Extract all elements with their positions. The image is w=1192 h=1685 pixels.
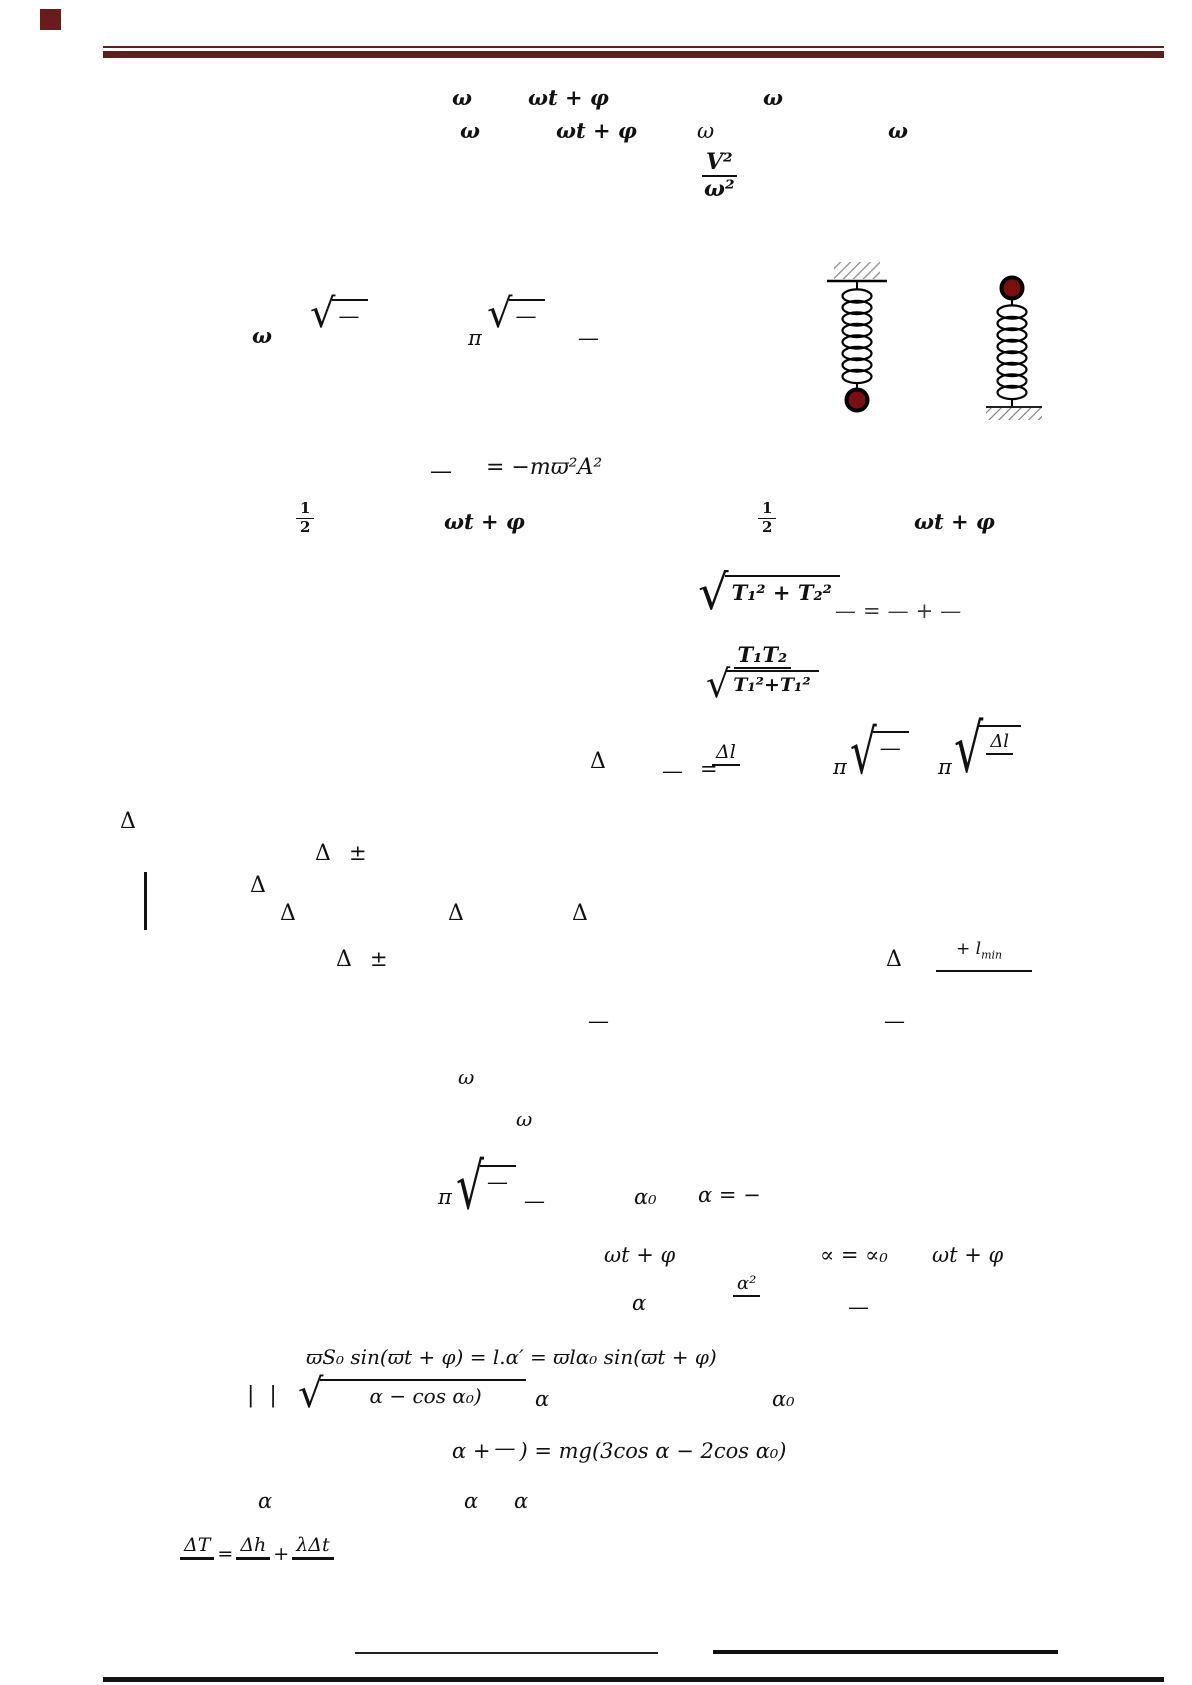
phase-expression: ωt + φ: [528, 85, 609, 110]
radical-content: —: [873, 731, 909, 760]
equation-prefix: α +: [452, 1439, 491, 1463]
radical-sign: √: [954, 708, 984, 788]
delta-symbol: Δ: [120, 809, 136, 834]
one-half-fraction: [758, 500, 776, 536]
fraction-denominator: 2: [762, 517, 773, 536]
fraction-numerator: 1: [758, 501, 776, 519]
plus-sign: +: [915, 599, 934, 623]
radical-content: T₁²+T₁²: [726, 670, 818, 696]
pi-symbol: π: [938, 755, 952, 779]
omega-symbol: ω: [888, 118, 908, 143]
mass-ball: [1002, 278, 1023, 299]
delta-symbol: Δ: [886, 947, 902, 972]
ceiling-hatch: [834, 262, 880, 279]
double-bar-symbol: | |: [247, 1383, 281, 1408]
spring-mass-diagram-hanging: [816, 256, 898, 414]
omega-symbol: ω: [460, 118, 480, 143]
top-border-thick-line: [103, 51, 1164, 58]
dash-placeholder: —: [835, 599, 856, 623]
delta-symbol: Δ: [280, 901, 296, 926]
l-min-label: [956, 940, 1002, 961]
radical-content: —: [332, 299, 368, 328]
energy-amplitude-expression: = −mϖ²A²: [486, 455, 603, 480]
radical-sign: √: [850, 716, 877, 788]
period-sum-radical: [698, 565, 840, 621]
fraction-numerator: Δh: [236, 1536, 270, 1560]
delta-symbol: Δ: [572, 901, 588, 926]
empty-fraction-equation: [835, 600, 961, 623]
radical-content: —: [509, 299, 545, 328]
one-half-fraction: [296, 500, 314, 536]
delta-symbol: Δ: [336, 947, 352, 972]
angular-velocity-equation: ϖS₀ sin(ϖt + φ) = l.α′ = ϖlα₀ sin(ϖt + φ): [306, 1345, 717, 1369]
pi-symbol: π: [468, 326, 482, 350]
l-min-fraction-bar: [936, 970, 1032, 972]
omega-symbol: ω: [458, 1065, 475, 1089]
dash-placeholder: —: [430, 459, 452, 484]
radical-empty-fraction: [850, 716, 909, 788]
period-product-fraction: [706, 642, 819, 707]
delta-symbol: Δ: [315, 841, 331, 866]
fraction-denominator: 2: [300, 517, 311, 536]
radical-content: α − cos α₀): [320, 1379, 526, 1407]
spring-coil: [998, 305, 1027, 399]
radical-sign: √: [698, 565, 729, 621]
fraction-numerator: Δl: [986, 733, 1013, 755]
spring-mass-diagram-standing: [970, 260, 1054, 426]
l-min-text: + l: [956, 939, 982, 959]
pi-symbol: π: [833, 755, 847, 779]
alpha-symbol: α: [514, 1489, 529, 1513]
radical-sign: √: [706, 662, 731, 707]
alpha-zero-symbol: α₀: [634, 1185, 657, 1209]
alpha-equation: α = −: [698, 1183, 761, 1207]
omega-symbol: ω: [697, 119, 715, 143]
velocity-radical: [298, 1371, 526, 1417]
delta-l-fraction: [712, 742, 740, 777]
spring-coil: [843, 289, 872, 383]
radical-sign: √: [456, 1150, 485, 1225]
delta-symbol: Δ: [448, 901, 464, 926]
dash-placeholder: —: [940, 599, 962, 623]
dash-placeholder: —: [524, 1189, 545, 1213]
phase-expression: ωt + φ: [444, 509, 525, 534]
fraction-numerator: Δl: [712, 743, 740, 766]
omega-symbol: ω: [452, 85, 472, 110]
bottom-thin-rule: [355, 1652, 658, 1654]
fraction-numerator: T₁T₂: [734, 644, 792, 669]
fraction-numerator: 1: [296, 501, 314, 519]
vertical-bar: [144, 872, 147, 930]
empty-fraction-dash: —: [494, 1436, 516, 1460]
equals-sign: =: [863, 599, 881, 623]
top-border-thin-line: [103, 46, 1164, 48]
dash-placeholder: —: [884, 1009, 905, 1033]
fraction-numerator: V²: [702, 151, 737, 177]
clock-correction-equation: [180, 1535, 334, 1571]
radical-empty-fraction: [456, 1150, 516, 1225]
radical-content: —: [480, 1165, 516, 1194]
alpha-symbol: α: [464, 1489, 479, 1513]
radical-content: [979, 725, 1021, 766]
radical-delta-l-fraction: [954, 708, 1021, 788]
red-marker-square: [40, 9, 61, 30]
l-min-subscript: min: [981, 948, 1003, 962]
dash-placeholder: —: [887, 599, 909, 623]
radical-sign: √: [487, 291, 513, 337]
dash-placeholder: —: [588, 1009, 609, 1033]
dash-placeholder: —: [662, 759, 683, 783]
radical-empty-fraction: [310, 291, 368, 337]
fraction-denominator: ω²: [704, 176, 735, 203]
bottom-thick-rule: [713, 1650, 1058, 1654]
tension-equation: [452, 1436, 787, 1463]
omega-symbol: ω: [763, 85, 783, 110]
alpha-symbol: α: [535, 1387, 550, 1411]
ground-hatch: [986, 408, 1042, 420]
plus-minus-sign: ±: [349, 841, 367, 865]
mass-ball: [847, 390, 868, 411]
equals-sign: =: [700, 757, 718, 781]
fraction-numerator: λΔt: [292, 1536, 333, 1560]
radical-empty-fraction: [487, 291, 545, 337]
omega-symbol: ω: [252, 323, 272, 348]
phase-expression: ωt + φ: [932, 1243, 1004, 1267]
bottom-border-line: [103, 1677, 1164, 1682]
fraction-numerator: α²: [733, 1275, 760, 1297]
equals-sign: =: [217, 1543, 234, 1566]
dash-placeholder: —: [848, 1295, 869, 1319]
plus-sign: +: [273, 1543, 290, 1566]
alpha-zero-symbol: α₀: [772, 1387, 795, 1411]
alpha-symbol: α: [258, 1489, 273, 1513]
radical-sign: √: [310, 291, 336, 337]
phase-expression: ωt + φ: [556, 118, 637, 143]
alpha-symbol: α: [632, 1291, 647, 1315]
alpha-squared-fraction: [733, 1274, 760, 1308]
dash-placeholder: —: [578, 326, 599, 350]
pi-symbol: π: [438, 1185, 452, 1209]
phase-expression: ωt + φ: [604, 1243, 676, 1267]
delta-symbol: Δ: [590, 749, 606, 774]
fraction-numerator: ΔT: [180, 1536, 214, 1560]
delta-symbol: Δ: [250, 873, 266, 898]
omega-symbol: ω: [516, 1107, 533, 1131]
radical-content: T₁² + T₂²: [725, 575, 840, 604]
radical-sign: √: [298, 1371, 324, 1417]
v-squared-over-omega-squared-fraction: [700, 150, 739, 201]
fraction-denominator: [706, 662, 819, 707]
phase-expression: ωt + φ: [914, 509, 995, 534]
plus-minus-sign: ±: [370, 947, 388, 971]
proportional-equation: ∝ = ∝₀: [820, 1243, 888, 1267]
equation-suffix: ) = mg(3cos α − 2cos α₀): [519, 1439, 787, 1463]
